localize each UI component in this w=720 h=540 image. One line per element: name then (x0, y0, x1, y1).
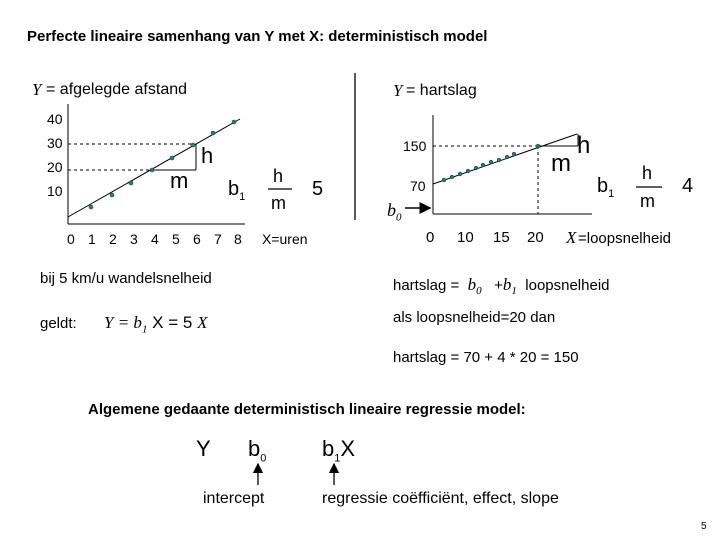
right-y-tick-150: 150 (403, 138, 427, 154)
left-slope-h: h (201, 143, 214, 168)
left-x-tick-8: 8 (234, 231, 242, 247)
right-fraction-m: m (640, 191, 655, 211)
left-x-tick-5: 5 (172, 231, 180, 247)
gen-b0: $b_0$ (248, 436, 267, 465)
right-point (442, 178, 446, 182)
right-point (497, 158, 501, 162)
right-b0: $b_0$ (387, 200, 402, 224)
right-point (466, 169, 470, 173)
left-point (150, 168, 154, 172)
gen-y: Y (196, 436, 211, 461)
left-point (89, 205, 93, 209)
left-x-tick-2: 2 (109, 231, 117, 247)
slope-label: regressie coëfficiënt, effect, slope (322, 490, 559, 507)
formula-left: $Y = b_1$ X = 5 X (104, 313, 208, 336)
left-point (129, 181, 133, 185)
right-slope-h: h (577, 132, 591, 159)
left-y-tick-20: 20 (47, 159, 63, 175)
left-slope-m: m (170, 168, 189, 193)
left-x-tick-1: 1 (88, 231, 96, 247)
left-x-tick-0: 0 (67, 231, 75, 247)
left-x-label: X=uren (262, 231, 308, 247)
left-data-points (89, 120, 236, 209)
right-x-symbol: X (566, 228, 577, 247)
calc-line: hartslag = 70 + 4 * 20 = 150 (393, 349, 579, 366)
right-point (512, 152, 516, 156)
left-fraction-m: m (271, 193, 286, 213)
left-x-tick-4: 4 (151, 231, 159, 247)
left-y-tick-10: 10 (47, 183, 63, 199)
left-point (170, 156, 174, 160)
right-point (505, 155, 509, 159)
right-x-label: =loopsnelheid (578, 230, 671, 247)
left-x-tick-7: 7 (214, 231, 222, 247)
right-point (458, 172, 462, 176)
left-x-tick-6: 6 (193, 231, 201, 247)
right-point (536, 144, 540, 148)
left-y-tick-40: 40 (47, 111, 63, 127)
right-point (481, 163, 485, 167)
right-y-symbol: Y (393, 81, 403, 100)
right-b1: $b_1$ (597, 175, 615, 200)
left-point (191, 143, 195, 147)
left-value: 5 (312, 178, 324, 200)
als-line: als loopsnelheid=20 dan (393, 309, 556, 326)
left-y-tick-30: 30 (47, 135, 63, 151)
right-point (474, 166, 478, 170)
geldt-label: geldt: (40, 315, 77, 332)
left-point (110, 193, 114, 197)
right-x-tick-20: 20 (527, 229, 544, 246)
left-x-tick-3: 3 (130, 231, 138, 247)
left-y-symbol: Y (32, 80, 42, 99)
left-b1: $b_1$ (228, 178, 246, 203)
intercept-label: intercept (203, 490, 265, 507)
left-fraction-h: h (273, 166, 284, 186)
page-title: Perfecte lineaire samenhang van Y met X: deterministisch model (27, 28, 488, 45)
left-point (232, 120, 236, 124)
right-y-label: = hartslag (406, 82, 477, 99)
right-point (489, 160, 493, 164)
right-x-tick-10: 10 (457, 229, 474, 246)
right-value: 4 (682, 175, 694, 197)
gen-b1x: $b_1X$ (322, 436, 356, 465)
general-heading: Algemene gedaante deterministisch lineaire regressie model: (88, 401, 526, 418)
page-number: 5 (701, 521, 707, 532)
walk-line: bij 5 km/u wandelsnelheid (40, 270, 212, 287)
right-regression-line (433, 134, 577, 184)
left-y-label: = afgelegde afstand (46, 81, 188, 98)
right-point (450, 175, 454, 179)
right-y-tick-70: 70 (410, 178, 426, 194)
left-point (211, 131, 215, 135)
right-fraction-h: h (642, 163, 653, 183)
hartslag-equation: hartslag = $b_0$ $+b_1$ loopsnelheid (393, 275, 610, 297)
right-slope-m: m (551, 150, 571, 177)
right-x-tick-15: 15 (493, 229, 510, 246)
right-x-tick-0: 0 (426, 229, 435, 246)
